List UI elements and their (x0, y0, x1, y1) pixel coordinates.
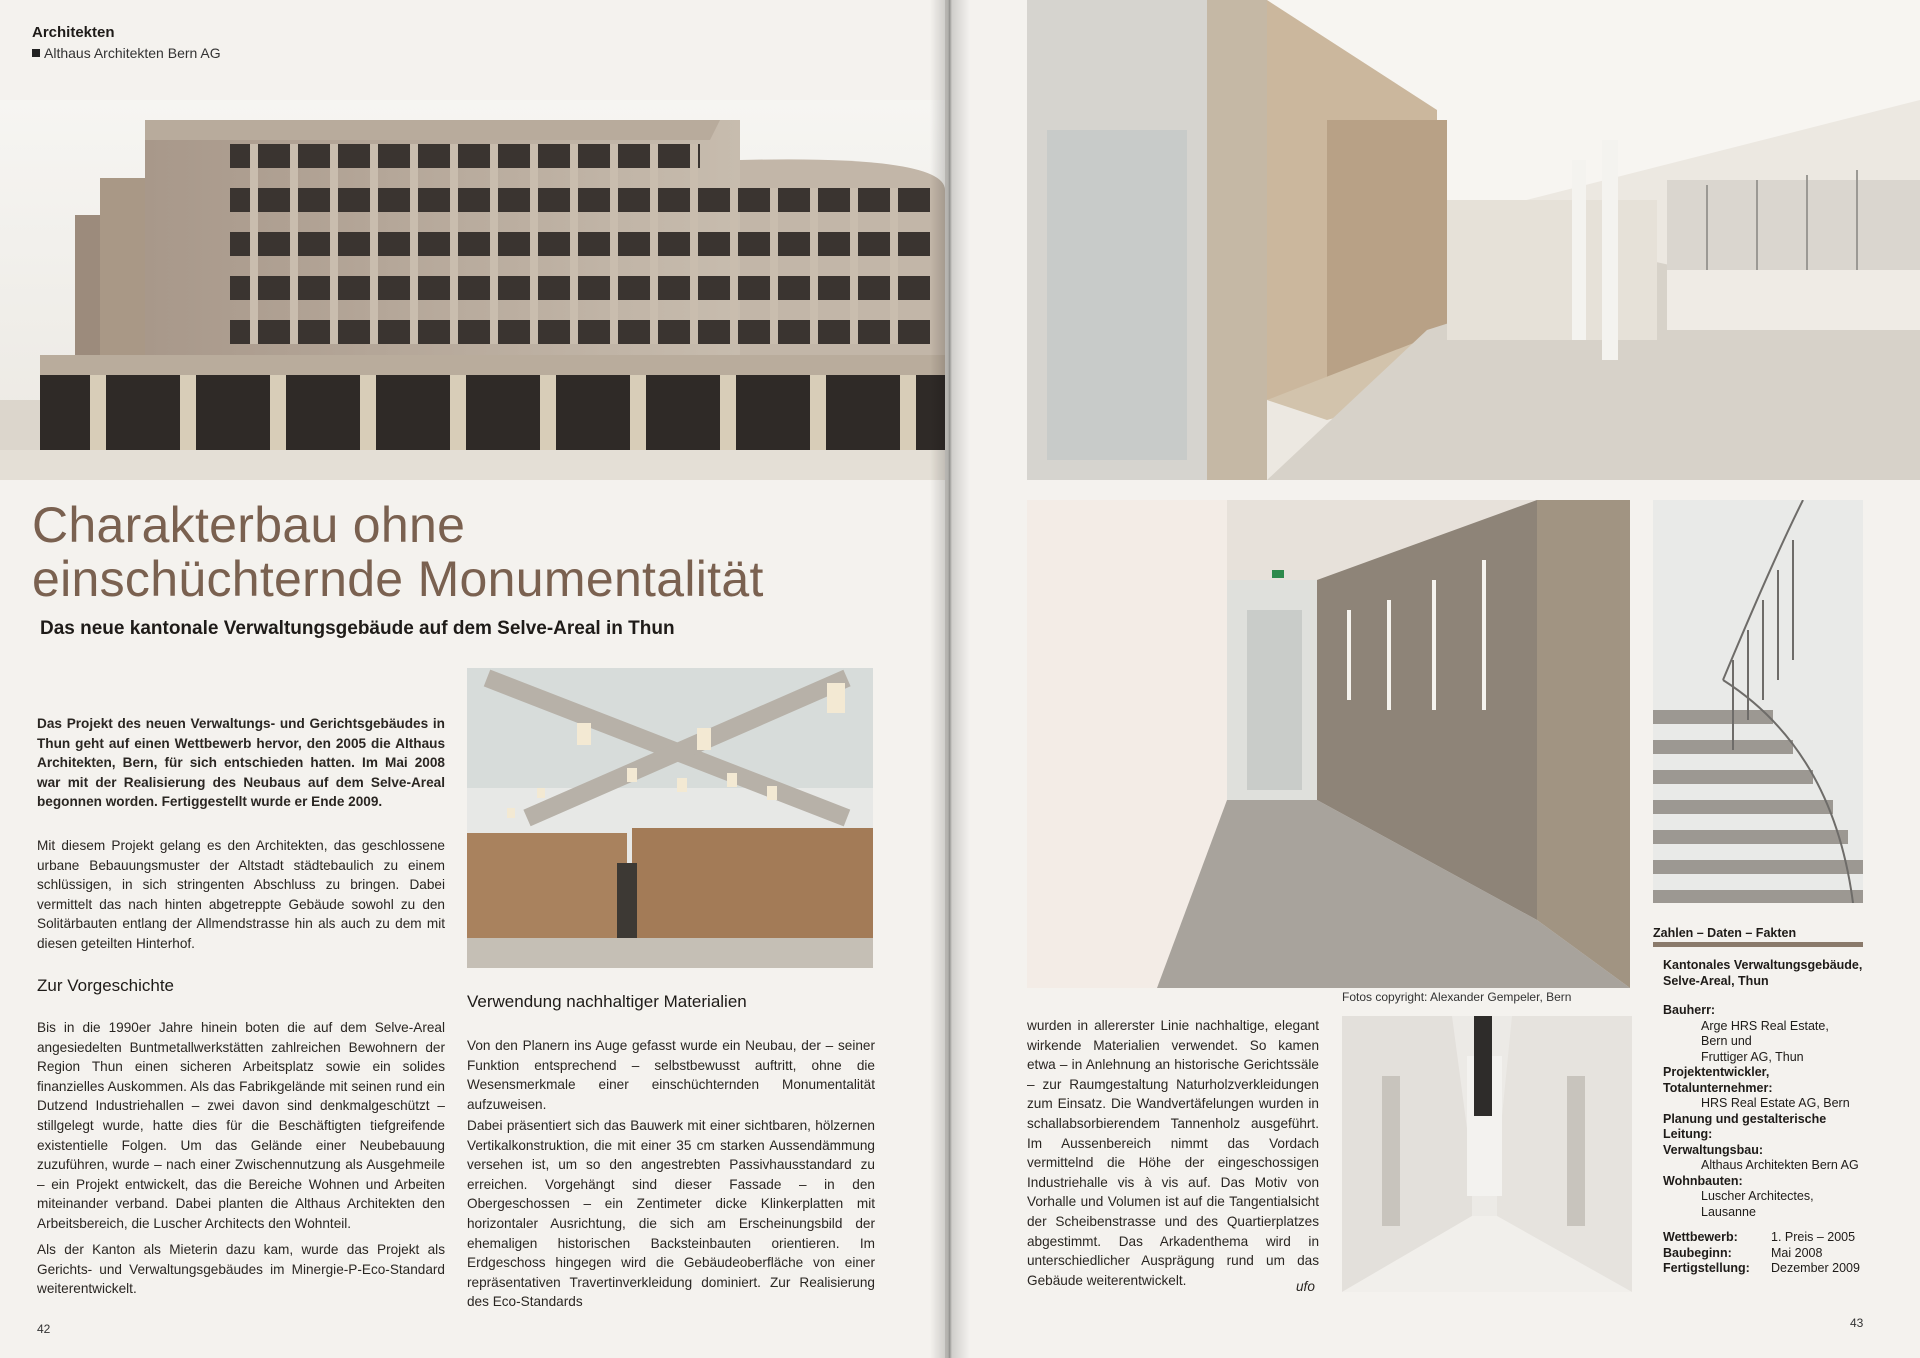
facts-pe-label: Projektentwickler, Totalunternehmer: (1663, 1065, 1773, 1095)
heading-vorgeschichte: Zur Vorgeschichte (37, 976, 175, 995)
facts-box (1663, 958, 1868, 1277)
facts-wohn-label: Wohnbauten: (1663, 1173, 1743, 1188)
hall-interior-photo (467, 668, 873, 968)
facts-verw-value: Althaus Architekten Bern AG (1701, 1158, 1859, 1172)
facts-pe-value: HRS Real Estate AG, Bern (1701, 1096, 1850, 1110)
left-page (0, 0, 945, 1358)
facts-baubeginn-label: Baubeginn: (1663, 1245, 1732, 1260)
facts-baubeginn-value: Mai 2008 (1771, 1245, 1823, 1260)
facts-bauherr-2: Bern und (1701, 1034, 1752, 1048)
building-render-image (0, 100, 945, 480)
lead-paragraph: Das Projekt des neuen Verwaltungs- und Gerichtsgebäudes in Thun geht auf einen Wettbewerb hervor, den 2005 die Althaus Architekten, Bern, für sich entschieden hatten. Im Mai 2008 war mit der Realisierung des Neubaus auf dem Selve-Areal begonnen worden. Fertiggestellt wurde er Ende 2009. (37, 716, 445, 810)
architect-label (32, 45, 221, 61)
paragraph-3: Als der Kanton als Mieterin dazu kam, wurde das Projekt als Gerichts- und Verwaltungsgebäudes im Minergie-P-Eco-Standard weiterentwickelt. (37, 1242, 445, 1297)
section-label: Architekten (32, 24, 115, 41)
page-number-left: 42 (37, 1322, 51, 1336)
paragraph-4: Von den Planern ins Auge gefasst wurde ein Neubau, der – seiner Funktion entsprechend – selbstbewusst auftritt, ohne die Wesensmerkmale einer einschüchternden Monumentalität aufzuweisen. (467, 1038, 875, 1112)
facts-bauherr-1: Arge HRS Real Estate, (1701, 1018, 1829, 1033)
paragraph-6: wurden in allererster Linie nachhaltige, elegant wirkende Materialien verwendet. So kamen etwa – in Anlehnung an historische Gerichtssäle – zur Raumgestaltung Naturholzverkleidungen zum Einsatz. Die Wandvertäfelungen wurden in schallabsorbierendem Tannenholz ausgeführt. Im Aussenbereich nimmt das Vordach vermittelnd die Höhe der eingeschossigen Industriehalle vis à vis auf. Das Motiv von Vorhalle und Volumen ist auf die Tangentialsicht der Scheibenstrasse und des Quartierplatzes abgestimmt. Das Arkadenthema wird in unterschiedlicher Ausprägung rund um das Gebäude weiterentwickelt. (1027, 1018, 1319, 1288)
facts-divider (1653, 942, 1863, 947)
facts-row-fertigstellung (1663, 1261, 1868, 1277)
article-subtitle: Das neue kantonale Verwaltungsgebäude auf dem Selve-Areal in Thun (40, 618, 675, 639)
author-initials: ufo (1296, 1279, 1315, 1294)
photo-credit: Fotos copyright: Alexander Gempeler, Bern (1342, 990, 1572, 1004)
lobby-photo (1027, 0, 1920, 480)
staircase-photo (1653, 500, 1863, 903)
title-line-1: Charakterbau ohne (32, 497, 466, 553)
architect-name: Althaus Architekten Bern AG (44, 45, 221, 61)
facts-wohn-2: Lausanne (1701, 1204, 1756, 1219)
page-number-right: 43 (1850, 1316, 1864, 1330)
facts-wettbewerb-value: 1. Preis – 2005 (1771, 1230, 1856, 1244)
corridor-photo (1027, 500, 1630, 988)
facts-project: Kantonales Verwaltungsgebäude, Selve-Areal, Thun (1663, 958, 1863, 988)
right-page (950, 0, 1920, 1358)
paragraph-5: Dabei präsentiert sich das Bauwerk mit einer sichtbaren, hölzernen Vertikalkonstruktion, die mit einer 35 cm starken Aussendämmung versehen ist, um so den angestrebten Passivhausstandard zu erreichen. Vorgehängt sind dieser Fassade – in den Obergeschossen – ein Zentimeter dicke Klinkerplatten mit horizontaler Ausrichtung, die sich am Erscheinungsbild der ehemaligen historischen Backsteinbauten orientieren. Im Erdgeschoss hingegen wird die Gebäudeoberfläche von einer repräsentativen Travertinverkleidung dominiert. Zur Realisierung des Eco-Standards (467, 1118, 875, 1310)
paragraph-1: Mit diesem Projekt gelang es den Architekten, das geschlossene urbane Bebauungsmuster der Altstadt städtebaulich zu einem schlüssigen, in sich stringenten Abschluss zu bringen. Dabei vermittelt das nach hinten abgetreppte Gebäude sowohl zu den Solitärbauten entlang der Allmendstrasse hin als auch zu dem mit diesen geteilten Hinterhof. (37, 838, 445, 951)
facts-wohn-1: Luscher Architectes, (1701, 1189, 1814, 1203)
book-spine-shadow (930, 0, 970, 1358)
facts-row-wettbewerb (1663, 1230, 1868, 1246)
facts-wettbewerb-label: Wettbewerb: (1663, 1230, 1738, 1244)
facts-fertig-value: Dezember 2009 (1771, 1261, 1860, 1275)
facts-verw-label: Verwaltungsbau: (1663, 1142, 1764, 1157)
facts-bauherr-3: Fruttiger AG, Thun (1701, 1049, 1804, 1064)
title-line-2: einschüchternde Monumentalität (32, 551, 764, 607)
facts-fertig-label: Fertigstellung: (1663, 1261, 1750, 1275)
heading-materialien: Verwendung nachhaltiger Materialien (467, 992, 747, 1011)
white-corridor-photo (1342, 1016, 1632, 1292)
facts-plan-label: Planung und gestalterische Leitung: (1663, 1111, 1827, 1141)
paragraph-2: Bis in die 1990er Jahre hinein boten die auf dem Selve-Areal angesiedelten Buntmetallwerkstätten zahlreichen Bewohnern der Region Thun einen sicheren Arbeitsplatz sowie ein solides finanzielles Auskommen. Als das Fabrikgelände mit seinen rund ein Dutzend Industriehallen – zwei davon sind denkmalgeschützt – stillgelegt wurde, hatte dies für die Beschäftigten tiefgreifende existentielle Folgen. Um das Gelände einer Neubebauung zuzuführen, wurde – nach einer Zwischennutzung als Ausgehmeile – ein Projekt entwickelt, das die Bereiche Wohnen und Arbeiten miteinander verband. Dabei planten die Althaus Architekten den Arbeitsbereich, die Luscher Architects den Wohnteil. (37, 1020, 445, 1231)
facts-row-baubeginn (1663, 1246, 1868, 1262)
facts-heading: Zahlen – Daten – Fakten (1653, 926, 1797, 940)
facts-bauherr-label: Bauherr: (1663, 1003, 1716, 1017)
square-bullet-icon (32, 49, 40, 57)
article-title (32, 498, 764, 606)
